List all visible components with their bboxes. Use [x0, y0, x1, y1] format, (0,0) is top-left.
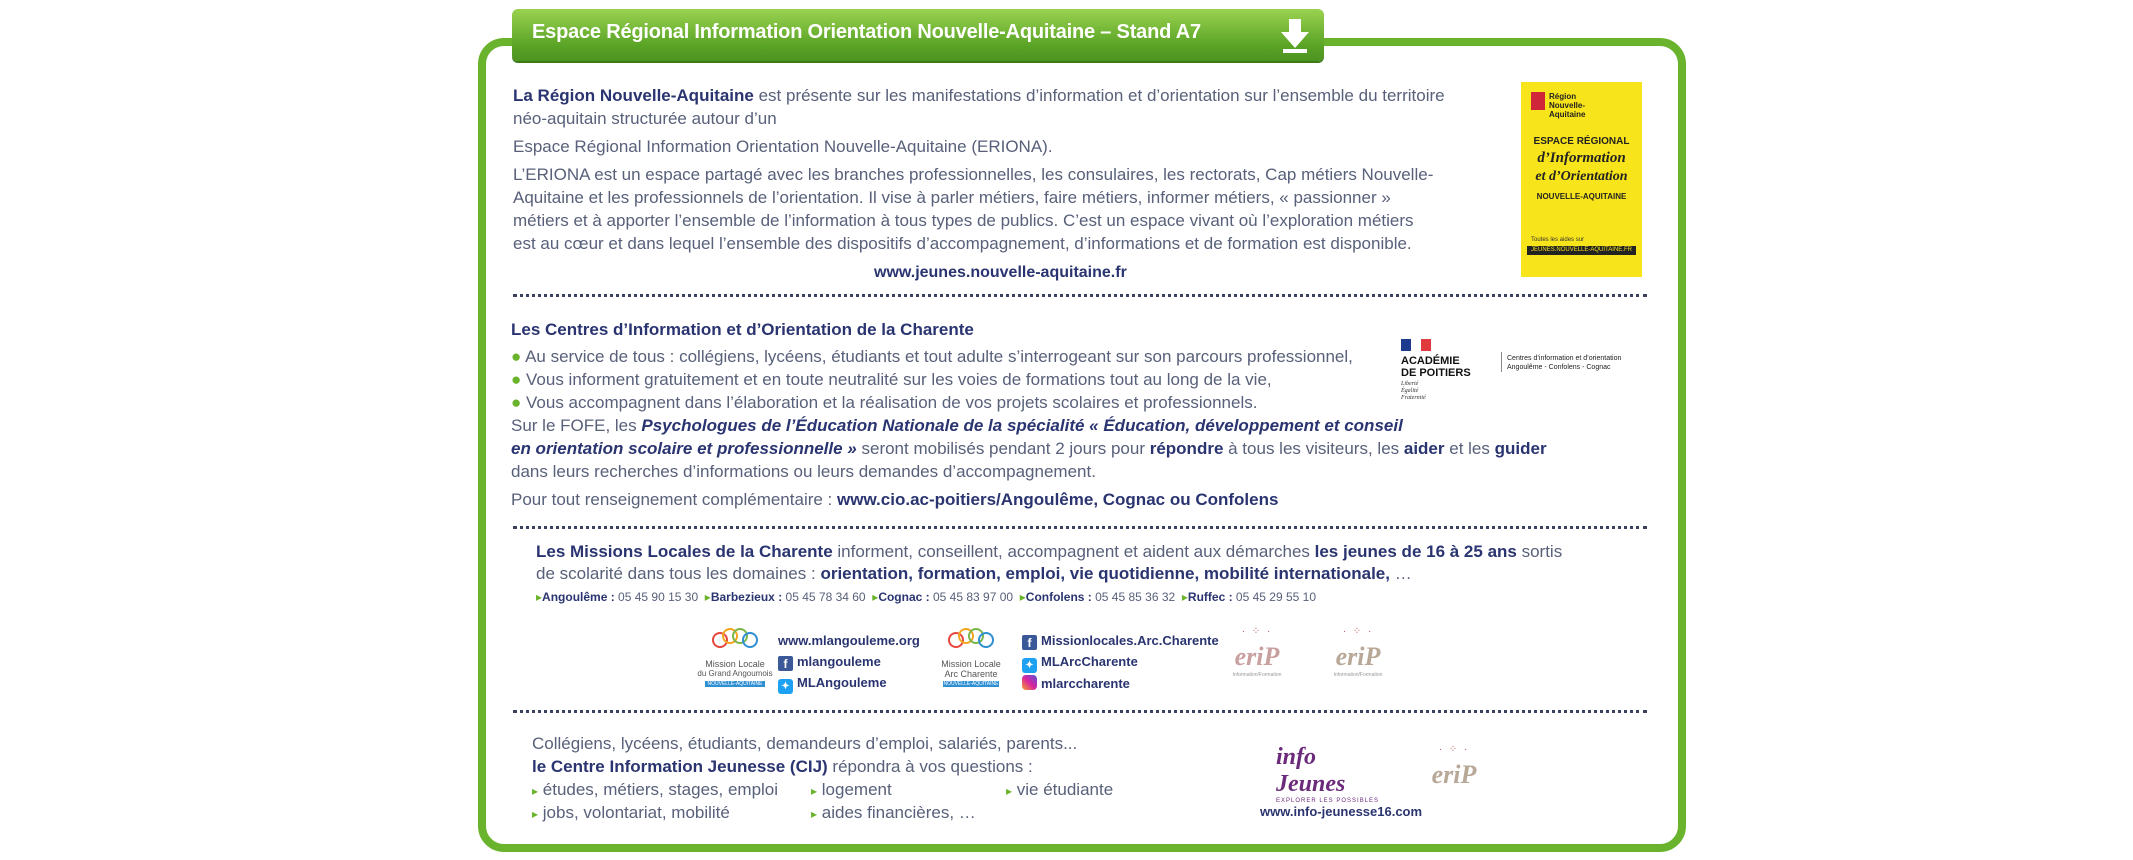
triangle-icon: ▸ — [811, 807, 818, 821]
phone-number[interactable]: 05 45 83 97 00 — [933, 590, 1014, 604]
poster-script2: et d’Orientation — [1535, 169, 1628, 184]
phone-city: Angoulême : — [542, 590, 615, 604]
triangle-icon: ▸ — [532, 784, 539, 798]
missions-text: de scolarité dans tous les domaines : — [536, 564, 821, 583]
region-intro-line1 — [513, 84, 1445, 107]
fofe-bold-word: répondre — [1149, 439, 1224, 458]
ml-arc-logo — [930, 628, 1012, 687]
cij-name: le Centre Information Jeunesse (CIJ) — [532, 757, 828, 776]
bullet-dot-icon: ● — [511, 347, 522, 366]
cij-item-text: vie étudiante — [1016, 780, 1114, 799]
cio-contact-prefix: Pour tout renseignement complémentaire : — [511, 490, 838, 509]
ml-angouleme-logo — [690, 628, 780, 687]
people-circles-icon — [946, 628, 996, 654]
ml-arc-instagram[interactable] — [1022, 673, 1219, 694]
motto: Égalité — [1401, 388, 1419, 394]
eriona-line: Espace Régional Information Orientation Nouvelle-Aquitaine (ERIONA). — [513, 137, 1053, 156]
motto: Liberté — [1401, 381, 1419, 387]
poster-sub: NOUVELLE-AQUITAINE — [1536, 192, 1627, 201]
fofe-line1 — [511, 414, 1403, 437]
fofe-italic: Psychologues de l’Éducation Nationale de la spécialité « Éducation, développement et conseil — [641, 416, 1403, 435]
motto: Fraternité — [1401, 395, 1426, 401]
missions-line2 — [536, 562, 1412, 585]
phone-number[interactable]: 05 45 85 36 32 — [1095, 590, 1176, 604]
arrow-down-icon — [1280, 17, 1310, 53]
info-jeunes-logo — [1276, 744, 1386, 804]
phone-number[interactable]: 05 45 29 55 10 — [1235, 590, 1316, 604]
triangle-icon: ▸ — [811, 784, 818, 798]
info-jeunes-word2: Jeunes — [1276, 771, 1346, 797]
academie-side-text — [1507, 354, 1621, 372]
erip-logo — [1422, 744, 1486, 790]
ml-angouleme-links — [778, 630, 920, 694]
missions-text: … — [1389, 564, 1412, 583]
ml-angouleme-facebook[interactable] — [778, 651, 920, 672]
logo-separator — [1501, 352, 1502, 372]
cij-item — [532, 778, 778, 803]
triangle-icon: ▸ — [532, 807, 539, 821]
phone-city: Barbezieux : — [710, 590, 783, 604]
region-paragraph-line: L’ERIONA est un espace partagé avec les branches professionnelles, les consulaires, les rectorats, Cap métiers Nouvelle- — [513, 165, 1434, 184]
region-intro-text: est présente sur les manifestations d’information et d’orientation sur l’ensemble du territoire — [753, 86, 1445, 105]
cij-line2 — [532, 755, 1033, 778]
facebook-icon: f — [778, 656, 793, 671]
phone-list — [536, 589, 1316, 605]
ml-angouleme-twitter[interactable] — [778, 672, 920, 694]
triangle-icon: ▸ — [1006, 784, 1013, 798]
fofe-line2 — [511, 437, 1547, 460]
phone-city: Confolens : — [1025, 590, 1092, 604]
erip-logo — [1225, 626, 1289, 678]
ml-arc-facebook[interactable] — [1022, 630, 1219, 651]
cio-bullet-text: Vous informent gratuitement et en toute neutralité sur les voies de formations tout au long de la vie, — [526, 370, 1272, 389]
missions-line1 — [536, 540, 1562, 563]
bullet-dot-icon: ● — [511, 370, 522, 389]
cio-contact-link[interactable]: www.cio.ac-poitiers/Angoulême, Cognac ou Confolens — [837, 490, 1279, 509]
academie-line2: DE POITIERS — [1401, 367, 1471, 379]
missions-title: Les Missions Locales de la Charente — [536, 542, 833, 561]
academie-line1: ACADÉMIE — [1401, 355, 1460, 367]
facebook-handle: mlangouleme — [797, 654, 881, 669]
instagram-handle: mlarccharente — [1041, 676, 1130, 691]
twitter-icon: ✦ — [778, 679, 793, 694]
erip-sub: Information/Formation — [1333, 672, 1383, 678]
cio-title: Les Centres d’Information et d’Orientation de la Charente — [511, 320, 974, 339]
dotted-divider — [513, 294, 1647, 297]
ml-logo-line: Mission Locale — [941, 659, 1001, 669]
cij-item-text: études, métiers, stages, emploi — [542, 780, 779, 799]
erip-dots-icon: · ⁘ · — [1241, 626, 1273, 637]
phone-number[interactable]: 05 45 78 34 60 — [785, 590, 866, 604]
region-name: La Région Nouvelle-Aquitaine — [513, 86, 754, 105]
poster-site: JEUNES.NOUVELLE-AQUITAINE.FR — [1527, 246, 1636, 255]
poster-logo-text: Région Nouvelle-Aquitaine — [1549, 92, 1586, 119]
ml-logo-tag: NOUVELLE-AQUITAINE — [705, 681, 765, 687]
cio-bullet — [511, 391, 1257, 414]
triangle-icon: ▸ — [1019, 590, 1026, 604]
info-jeunes-tag: EXPLORER LES POSSIBLES — [1276, 798, 1380, 804]
phone-number[interactable]: 05 45 90 15 30 — [618, 590, 699, 604]
poster-small: Toutes les aides sur — [1531, 237, 1585, 243]
cij-item-text: jobs, volontariat, mobilité — [542, 803, 730, 822]
academie-logo — [1401, 339, 1471, 402]
erip-sub: Information/Formation — [1232, 672, 1282, 678]
missions-bold: les jeunes de 16 à 25 ans — [1314, 542, 1517, 561]
cio-bullet-text: Au service de tous : collégiens, lycéens, étudiants et tout adulte s’interrogeant sur son parcours professionnel, — [525, 347, 1353, 366]
cio-bullet-text: Vous accompagnent dans l’élaboration et la réalisation de vos projets scolaires et professionnels. — [526, 393, 1258, 412]
erip-word: eriP — [1335, 642, 1381, 671]
region-paragraph-line: métiers et à apporter l’ensemble de l’information à tous types de publics. C’est un espace vivant où l’exploration métiers — [513, 211, 1414, 230]
cij-line1: Collégiens, lycéens, étudiants, demandeurs d’emploi, salariés, parents... — [532, 734, 1078, 753]
region-url-link[interactable]: www.jeunes.nouvelle-aquitaine.fr — [874, 264, 1127, 281]
twitter-handle: MLArcCharente — [1041, 654, 1138, 669]
cij-item-text: logement — [821, 780, 892, 799]
region-intro-line2: néo-aquitain structurée autour d’un — [513, 109, 777, 128]
ml-logo-line: Mission Locale — [705, 659, 765, 669]
triangle-icon: ▸ — [1181, 590, 1188, 604]
bullet-dot-icon: ● — [511, 393, 522, 412]
cij-item — [811, 801, 976, 826]
cij-text: répondra à vos questions : — [827, 757, 1033, 776]
dotted-divider — [513, 526, 1647, 529]
phone-city: Cognac : — [878, 590, 930, 604]
erip-word: eriP — [1431, 760, 1477, 789]
fofe-line3: dans leurs recherches d’informations ou leurs demandes d’accompagnement. — [511, 462, 1096, 481]
erip-logo — [1326, 626, 1390, 678]
cij-item-text: aides financières, … — [821, 803, 976, 822]
header-title: Espace Régional Information Orientation Nouvelle-Aquitaine – Stand A7 — [532, 21, 1201, 43]
ml-angouleme-web[interactable]: www.mlangouleme.org — [778, 633, 920, 648]
fofe-text: seront mobilisés pendant 2 jours pour — [856, 439, 1150, 458]
region-paragraph-line: est au cœur et dans lequel l’ensemble des dispositifs d’accompagnement, d’informations et de formation est disponible. — [513, 234, 1412, 253]
cio-bullet — [511, 368, 1272, 391]
cio-contact — [511, 488, 1278, 511]
erip-word: eriP — [1234, 642, 1280, 671]
region-logo-icon — [1531, 92, 1545, 110]
fofe-text: et les — [1444, 439, 1495, 458]
erip-dots-icon: · ⁘ · — [1342, 626, 1374, 637]
people-circles-icon — [710, 628, 760, 654]
cij-item — [1006, 778, 1113, 803]
cij-item — [532, 801, 730, 826]
missions-text: informent, conseillent, accompagnent et aident aux démarches — [832, 542, 1315, 561]
ml-arc-links — [1022, 630, 1219, 694]
ml-logo-line: du Grand Angoumois — [697, 669, 773, 678]
fofe-text: à tous les visiteurs, les — [1223, 439, 1404, 458]
ml-logo-tag: NOUVELLE-AQUITAINE — [943, 681, 999, 687]
dotted-divider — [513, 710, 1647, 713]
missions-text: sortis — [1516, 542, 1563, 561]
triangle-icon: ▸ — [872, 590, 879, 604]
region-paragraph-line: Aquitaine et les professionnels de l’orientation. Il vise à parler métiers, faire métiers, informer métiers, « passionner » — [513, 188, 1391, 207]
ml-logo-line: Arc Charente — [944, 669, 998, 679]
poster-script1: d’Information — [1537, 150, 1626, 166]
triangle-icon: ▸ — [536, 590, 543, 604]
instagram-icon — [1022, 675, 1037, 690]
twitter-handle: MLAngouleme — [797, 675, 887, 690]
facebook-icon: f — [1022, 635, 1037, 650]
missions-bold: orientation, formation, emploi, vie quotidienne, mobilité internationale, — [820, 564, 1390, 583]
poster-heading: ESPACE RÉGIONAL — [1533, 136, 1630, 147]
info-jeunes-word1: info — [1276, 744, 1317, 770]
twitter-icon: ✦ — [1022, 658, 1037, 673]
fofe-prefix: Sur le FOFE, les — [511, 416, 642, 435]
academie-side-line: Angoulême - Confolens - Cognac — [1507, 364, 1611, 371]
fofe-italic: en orientation scolaire et professionnelle » — [511, 439, 857, 458]
phone-city: Ruffec : — [1187, 590, 1233, 604]
fofe-bold-word: guider — [1494, 439, 1547, 458]
eriona-poster — [1521, 82, 1642, 277]
cij-item — [811, 778, 892, 803]
french-flag-icon — [1401, 339, 1431, 351]
facebook-handle: Missionlocales.Arc.Charente — [1041, 633, 1219, 648]
ml-arc-twitter[interactable] — [1022, 651, 1219, 673]
erip-dots-icon: · ⁘ · — [1438, 744, 1470, 755]
triangle-icon: ▸ — [704, 590, 711, 604]
cio-bullet — [511, 345, 1353, 368]
fofe-bold-word: aider — [1403, 439, 1445, 458]
academie-side-line: Centres d’information et d’orientation — [1507, 355, 1622, 362]
section-header — [512, 9, 1324, 61]
cij-url-link[interactable]: www.info-jeunesse16.com — [1260, 804, 1423, 819]
